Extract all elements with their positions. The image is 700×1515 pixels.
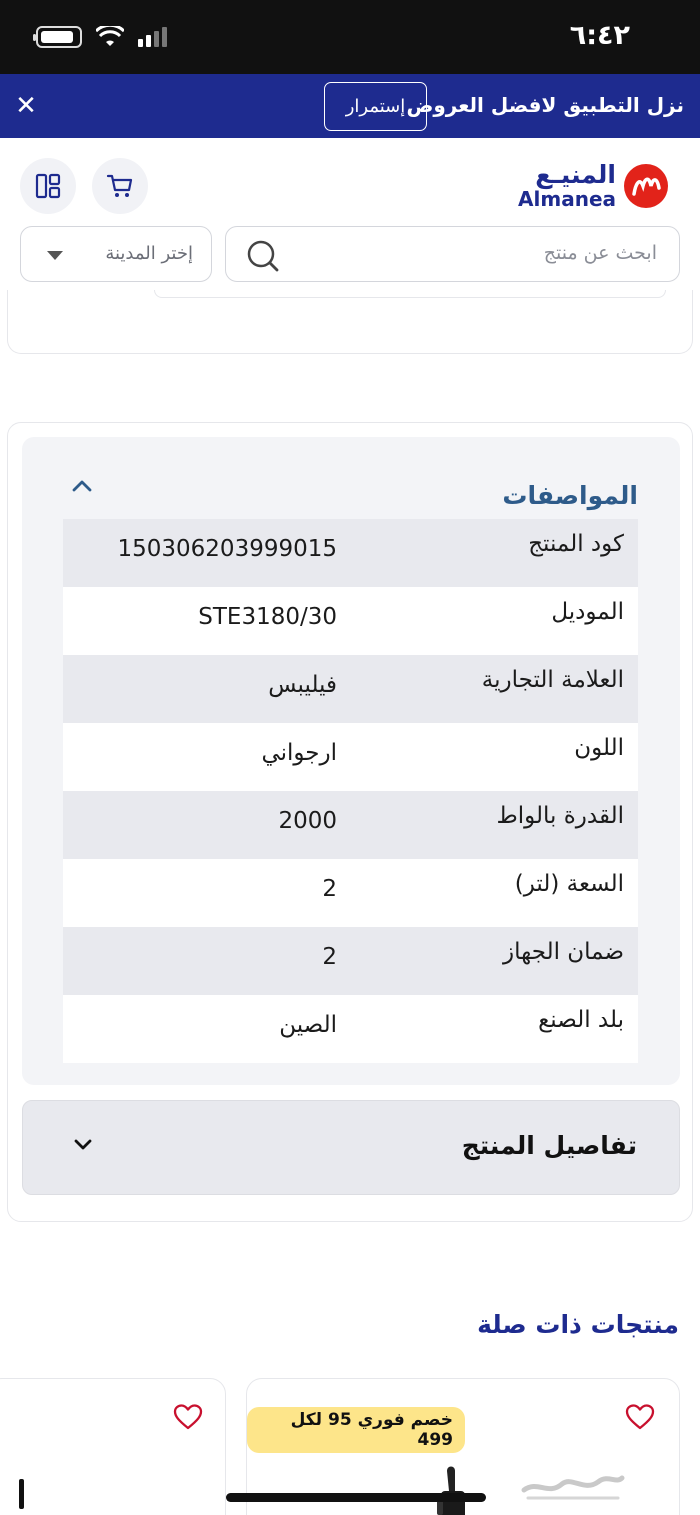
spec-row (63, 927, 638, 995)
spec-label: كود المنتج (528, 531, 624, 557)
product-image (19, 1479, 24, 1509)
spec-value: 2 (322, 876, 337, 902)
spec-row (63, 859, 638, 927)
spec-label: القدرة بالواط (496, 803, 624, 829)
search-icon[interactable] (246, 239, 280, 273)
specs-table (63, 519, 638, 1063)
chevron-up-icon[interactable] (70, 477, 94, 495)
heart-icon[interactable] (173, 1403, 203, 1431)
layout-grid-icon (34, 172, 62, 200)
city-select[interactable] (20, 226, 212, 282)
close-icon[interactable]: ✕ (15, 91, 37, 121)
status-bar (0, 0, 700, 74)
watermark-logo (518, 1462, 628, 1506)
product-details-accordion[interactable] (22, 1100, 680, 1195)
spec-label: بلد الصنع (538, 1007, 624, 1033)
spec-value: 150306203999015 (117, 536, 337, 562)
chevron-down-icon (71, 1135, 95, 1153)
heart-icon[interactable] (625, 1403, 655, 1431)
spec-label: العلامة التجارية (481, 667, 624, 693)
spec-value: 2 (322, 944, 337, 970)
promo-badge: خصم فوري 95 لكل 499 (247, 1407, 465, 1453)
search-placeholder: ابحث عن منتج (543, 242, 657, 264)
caret-down-icon (47, 251, 63, 260)
previous-section-inner (154, 290, 666, 298)
logo[interactable] (518, 162, 668, 209)
related-products-title: منتجات ذات صلة (477, 1310, 679, 1339)
product-details-title: تفاصيل المنتج (461, 1131, 637, 1160)
app-download-banner (0, 74, 700, 138)
spec-row (63, 995, 638, 1063)
spec-label: ضمان الجهاز (503, 939, 624, 965)
spec-label: الموديل (551, 599, 624, 625)
spec-row (63, 519, 638, 587)
specs-card (7, 422, 693, 1222)
battery-icon (36, 26, 82, 48)
wifi-icon (96, 26, 124, 48)
cart-button[interactable] (92, 158, 148, 214)
spec-row (63, 791, 638, 859)
specs-title[interactable]: المواصفات (502, 481, 638, 510)
banner-text: نزل التطبيق لافضل العروض (406, 93, 684, 117)
spec-value: ارجواني (261, 740, 337, 766)
spec-value: الصين (279, 1012, 337, 1038)
spec-label: السعة (لتر) (514, 871, 624, 897)
home-indicator[interactable] (226, 1493, 486, 1502)
search-input[interactable] (225, 226, 680, 282)
specs-accordion (22, 437, 680, 1085)
city-select-label: إختر المدينة (105, 243, 193, 264)
logo-arabic: المنيـع (535, 160, 616, 189)
product-card[interactable] (0, 1378, 226, 1515)
spec-row (63, 655, 638, 723)
spec-label: اللون (574, 735, 624, 761)
header (0, 138, 700, 298)
logo-mark-icon (624, 164, 668, 208)
continue-button[interactable]: إستمرار (324, 82, 427, 131)
logo-text (518, 162, 616, 209)
spec-row (63, 723, 638, 791)
logo-english: Almanea (518, 187, 616, 211)
cart-icon (106, 173, 134, 199)
previous-section-card (7, 290, 693, 354)
spec-value: 2000 (278, 808, 337, 834)
signal-icon (138, 27, 167, 47)
spec-value: فيليبس (268, 672, 337, 698)
spec-value: STE3180/30 (198, 604, 337, 630)
product-image (433, 1461, 469, 1515)
spec-row (63, 587, 638, 655)
menu-button[interactable] (20, 158, 76, 214)
status-icons (36, 26, 167, 48)
status-time: ٦:٤٢ (569, 20, 630, 51)
